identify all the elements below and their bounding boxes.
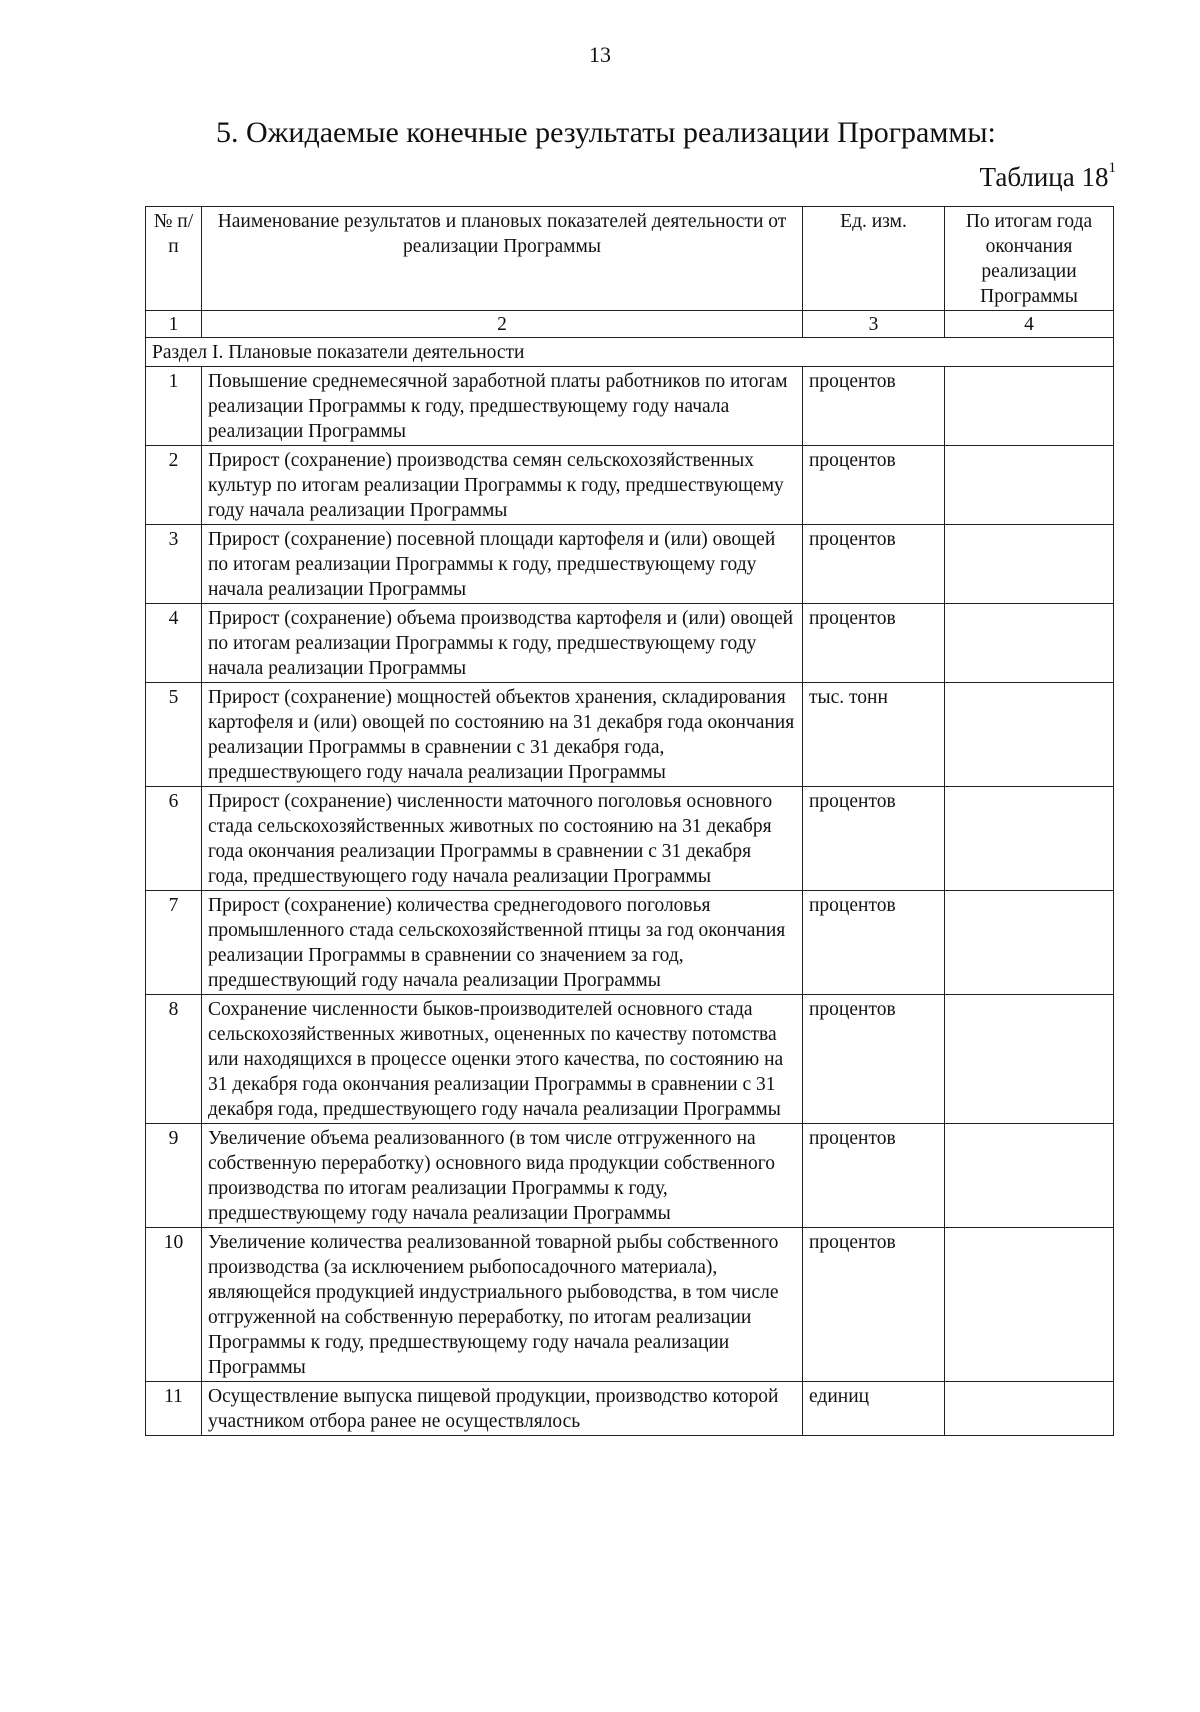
row-number: 5 xyxy=(146,683,202,787)
page-number: 13 xyxy=(589,42,611,67)
table-row xyxy=(146,367,1114,446)
table-header-row xyxy=(146,207,1114,311)
results-table xyxy=(145,206,1114,1436)
row-unit: процентов xyxy=(803,787,945,891)
table-row xyxy=(146,525,1114,604)
row-number: 7 xyxy=(146,891,202,995)
row-unit: процентов xyxy=(803,604,945,683)
table-body xyxy=(146,338,1114,1436)
row-indicator-name: Прирост (сохранение) численности маточного поголовья основного стада сельскохозяйственных животных по состоянию на 31 декабря года окончания реализации Программы в сравнении с 31 декабря года, предшествующего году начала реализации Программы xyxy=(202,787,803,891)
row-result-value xyxy=(945,1382,1114,1436)
row-unit: процентов xyxy=(803,367,945,446)
row-result-value xyxy=(945,1124,1114,1228)
table-caption-footnote-mark: 1 xyxy=(1108,160,1116,176)
row-indicator-name: Осуществление выпуска пищевой продукции, производство которой участником отбора ранее не осуществлялось xyxy=(202,1382,803,1436)
column-index: 3 xyxy=(803,311,945,338)
row-result-value xyxy=(945,367,1114,446)
row-number: 11 xyxy=(146,1382,202,1436)
table-caption-text: Таблица 18 xyxy=(979,162,1109,192)
row-unit: процентов xyxy=(803,525,945,604)
row-unit: процентов xyxy=(803,1124,945,1228)
row-number: 6 xyxy=(146,787,202,891)
row-unit: единиц xyxy=(803,1382,945,1436)
table-row xyxy=(146,1228,1114,1382)
table-row xyxy=(146,683,1114,787)
table-row xyxy=(146,604,1114,683)
column-index-row xyxy=(146,311,1114,338)
row-result-value xyxy=(945,446,1114,525)
header-unit: Ед. изм. xyxy=(803,207,945,311)
section-title: Раздел I. Плановые показатели деятельности xyxy=(146,338,1114,367)
row-indicator-name: Прирост (сохранение) посевной площади картофеля и (или) овощей по итогам реализации Программы к году, предшествующему году начала реализации Программы xyxy=(202,525,803,604)
row-result-value xyxy=(945,683,1114,787)
row-unit: тыс. тонн xyxy=(803,683,945,787)
row-result-value xyxy=(945,604,1114,683)
row-result-value xyxy=(945,525,1114,604)
row-result-value xyxy=(945,891,1114,995)
row-result-value xyxy=(945,1228,1114,1382)
row-unit: процентов xyxy=(803,1228,945,1382)
header-name: Наименование результатов и плановых показателей деятельности от реализации Программы xyxy=(202,207,803,311)
row-indicator-name: Увеличение количества реализованной товарной рыбы собственного производства (за исключением рыбопосадочного материала), являющейся продукцией индустриального рыбоводства, в том числе отгруженной на собственную переработку, по итогам реализации Программы к году, предшествующему году начала реализации Программы xyxy=(202,1228,803,1382)
table-caption xyxy=(980,160,1116,193)
table-row xyxy=(146,1124,1114,1228)
section-heading: 5. Ожидаемые конечные результаты реализации Программы: xyxy=(216,116,996,149)
row-result-value xyxy=(945,995,1114,1124)
table-row xyxy=(146,1382,1114,1436)
column-index: 4 xyxy=(945,311,1114,338)
row-number: 4 xyxy=(146,604,202,683)
row-indicator-name: Прирост (сохранение) количества среднегодового поголовья промышленного стада сельскохозяйственной птицы за год окончания реализации Программы в сравнении со значением за год, предшествующий году начала реализации Программы xyxy=(202,891,803,995)
row-indicator-name: Прирост (сохранение) объема производства картофеля и (или) овощей по итогам реализации Программы к году, предшествующему году начала реализации Программы xyxy=(202,604,803,683)
row-unit: процентов xyxy=(803,891,945,995)
header-result: По итогам года окончания реализации Программы xyxy=(945,207,1114,311)
column-index: 1 xyxy=(146,311,202,338)
row-indicator-name: Прирост (сохранение) мощностей объектов хранения, складирования картофеля и (или) овощей по состоянию на 31 декабря года окончания реализации Программы в сравнении с 31 декабря года, предшествующего году начала реализации Программы xyxy=(202,683,803,787)
row-number: 2 xyxy=(146,446,202,525)
header-num: № п/п xyxy=(146,207,202,311)
table-row xyxy=(146,995,1114,1124)
table-row xyxy=(146,891,1114,995)
row-number: 3 xyxy=(146,525,202,604)
table-row xyxy=(146,787,1114,891)
section-row xyxy=(146,338,1114,367)
row-result-value xyxy=(945,787,1114,891)
row-unit: процентов xyxy=(803,446,945,525)
column-index: 2 xyxy=(202,311,803,338)
row-number: 10 xyxy=(146,1228,202,1382)
row-number: 8 xyxy=(146,995,202,1124)
row-number: 1 xyxy=(146,367,202,446)
row-indicator-name: Повышение среднемесячной заработной платы работников по итогам реализации Программы к году, предшествующему году начала реализации Программы xyxy=(202,367,803,446)
row-number: 9 xyxy=(146,1124,202,1228)
row-indicator-name: Увеличение объема реализованного (в том числе отгруженного на собственную переработку) основного вида продукции собственного производства по итогам реализации Программы к году, предшествующему году начала реализации Программы xyxy=(202,1124,803,1228)
row-indicator-name: Прирост (сохранение) производства семян сельскохозяйственных культур по итогам реализации Программы к году, предшествующему году начала реализации Программы xyxy=(202,446,803,525)
row-indicator-name: Сохранение численности быков-производителей основного стада сельскохозяйственных животных, оцененных по качеству потомства или находящихся в процессе оценки этого качества, по состоянию на 31 декабря года окончания реализации Программы в сравнении с 31 декабря года, предшествующего году начала реализации Программы xyxy=(202,995,803,1124)
table-row xyxy=(146,446,1114,525)
row-unit: процентов xyxy=(803,995,945,1124)
